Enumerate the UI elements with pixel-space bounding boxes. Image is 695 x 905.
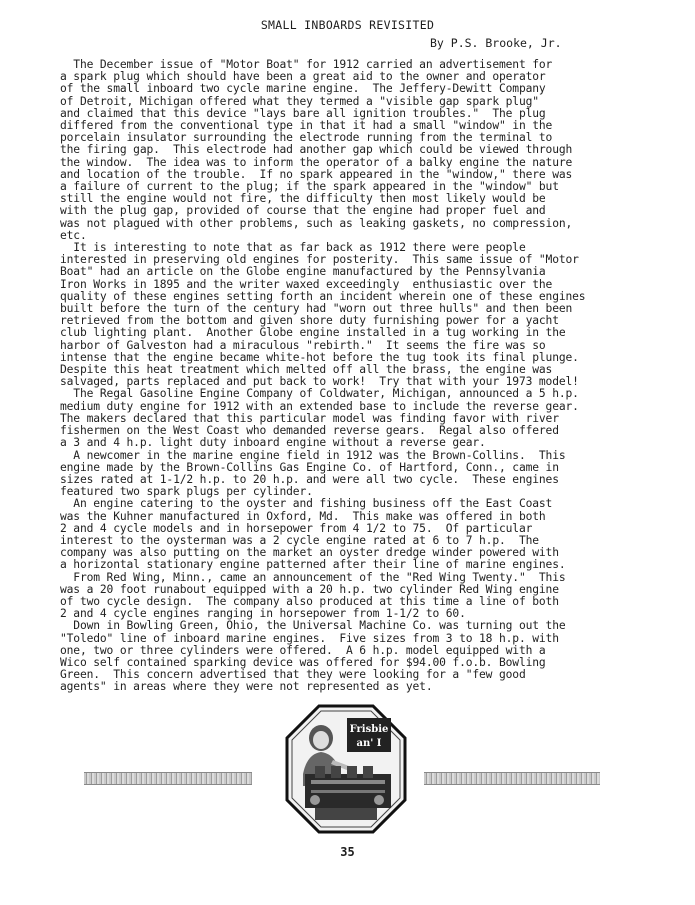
article-line: was the Kuhner manufactured in Oxford, Md. This make was offered in both (60, 509, 546, 523)
article-body (60, 59, 640, 694)
article-line: with the plug gap, provided of course that the engine had proper fuel and (60, 204, 546, 218)
article-line: interest to the oysterman was a 2 cycle engine rated at 6 to 7 h.p. The (60, 533, 539, 547)
article-line: featured two spark plugs per cylinder. (60, 485, 313, 499)
article-line: of the small inboard two cycle marine engine. The Jeffery-Dewitt Company (60, 82, 546, 96)
article-line: a failure of current to the plug; if the spark appeared in the "window" but (60, 180, 559, 194)
article-line: Wico self contained sparking device was offered for $94.00 f.o.b. Bowling (60, 655, 546, 669)
article-line: An engine catering to the oyster and fishing business off the East Coast (60, 497, 553, 511)
article-line: differed from the conventional type in that it had a small "window" in the (60, 119, 553, 133)
article-line: quality of these engines setting forth an incident wherein one of these engines (60, 289, 586, 303)
article-line: the firing gap. This electrode had another gap which could be viewed through (60, 143, 573, 157)
article-line: Iron Works in 1895 and the writer waxed exceedingly enthusiastic over the (60, 277, 553, 291)
emblem-caption-line1: Frisbie (349, 724, 389, 735)
article-line: a 3 and 4 h.p. light duty inboard engine without a reverse gear. (60, 436, 486, 450)
article-line: The December issue of "Motor Boat" for 1912 carried an advertisement for (60, 58, 553, 71)
frisbie-engine-emblem (285, 704, 407, 834)
article-line: a horizontal stationary engine patterned after their line of marine engines. (60, 558, 566, 572)
article-line: sizes rated at 1-1/2 h.p. to 20 h.p. and were all two cycle. These engines (60, 472, 559, 486)
article-line: "Toledo" line of inboard marine engines. Five sizes from 3 to 18 h.p. with (60, 631, 559, 645)
article-line: Down in Bowling Green, Ohio, the Universal Machine Co. was turning out the (60, 619, 566, 633)
article-line: and location of the trouble. If no spark appeared in the "window," there was (60, 167, 573, 181)
author-byline: By P.S. Brooke, Jr. (430, 36, 562, 50)
article-line: agents" in areas where they were not represented as yet. (60, 680, 433, 694)
decorative-divider-left (84, 772, 252, 785)
article-line: of Detroit, Michigan offered what they termed a "visible gap spark plug" (60, 94, 539, 108)
article-line: harbor of Galveston had a miraculous "rebirth." It seems the fire was so (60, 338, 546, 352)
article-line: 2 and 4 cycle engines ranging in horsepower from 1-1/2 to 60. (60, 607, 466, 621)
article-line: medium duty engine for 1912 with an extended base to include the reverse gear. (60, 399, 579, 413)
article-line: It is interesting to note that as far back as 1912 there were people (60, 241, 526, 255)
article-line: of two cycle design. The company also produced at this time a line of both (60, 594, 559, 608)
article-line: porcelain insulator surrounding the electrode running from the terminal to (60, 131, 553, 145)
article-line: salvaged, parts replaced and put back to work! Try that with your 1973 model! (60, 375, 579, 389)
article-line: company was also putting on the market an oyster dredge winder powered with (60, 546, 559, 560)
article-line: A newcomer in the marine engine field in 1912 was the Brown-Collins. This (60, 448, 566, 462)
article-line: club lighting plant. Another Globe engine installed in a tug working in the (60, 326, 566, 340)
article-line: 2 and 4 cycle models and in horsepower from 4 1/2 to 75. Of particular (60, 521, 533, 535)
article-line: The Regal Gasoline Engine Company of Coldwater, Michigan, announced a 5 h.p. (60, 387, 579, 401)
article-line: and claimed that this device "lays bare all ignition troubles." The plug (60, 106, 546, 120)
article-line: engine made by the Brown-Collins Gas Engine Co. of Hartford, Conn., came in (60, 460, 559, 474)
article-line: a spark plug which should have been a great aid to the owner and operator (60, 70, 546, 84)
article-line: was not plagued with other problems, such as leaking gaskets, no compression, (60, 216, 573, 230)
page-number: 35 (340, 845, 355, 859)
article-line: intense that the engine became white-hot before the tug took its final plunge. (60, 350, 579, 364)
article-line: Green. This concern advertised that they were looking for a "few good (60, 668, 526, 682)
article-line: the window. The idea was to inform the operator of a balky engine the nature (60, 155, 573, 169)
article-line: interested in preserving old engines for posterity. This same issue of "Motor (60, 253, 579, 267)
emblem-caption-line2: an' I (356, 738, 382, 749)
article-line: built before the turn of the century had "worn out three hulls" and then been (60, 302, 573, 316)
decorative-divider-right (424, 772, 600, 785)
article-line: fishermen on the West Coast who demanded reverse gears. Regal also offered (60, 424, 559, 438)
article-line: Boat" had an article on the Globe engine manufactured by the Pennsylvania (60, 265, 546, 279)
article-line: was a 20 foot runabout equipped with a 20 h.p. two cylinder Red Wing engine (60, 582, 559, 596)
article-line: still the engine would not fire, the difficulty then most likely would be (60, 192, 546, 206)
article-line: etc. (60, 228, 87, 242)
article-line: Despite this heat treatment which melted off all the brass, the engine was (60, 363, 553, 377)
article-line: one, two or three cylinders were offered. A 6 h.p. model equipped with a (60, 643, 546, 657)
article-line: From Red Wing, Minn., came an announcement of the "Red Wing Twenty." This (60, 570, 566, 584)
article-title: SMALL INBOARDS REVISITED (260, 18, 435, 32)
article-line: retrieved from the bottom and given shore duty furnishing power for a yacht (60, 314, 559, 328)
article-line: The makers declared that this particular model was finding favor with river (60, 411, 559, 425)
